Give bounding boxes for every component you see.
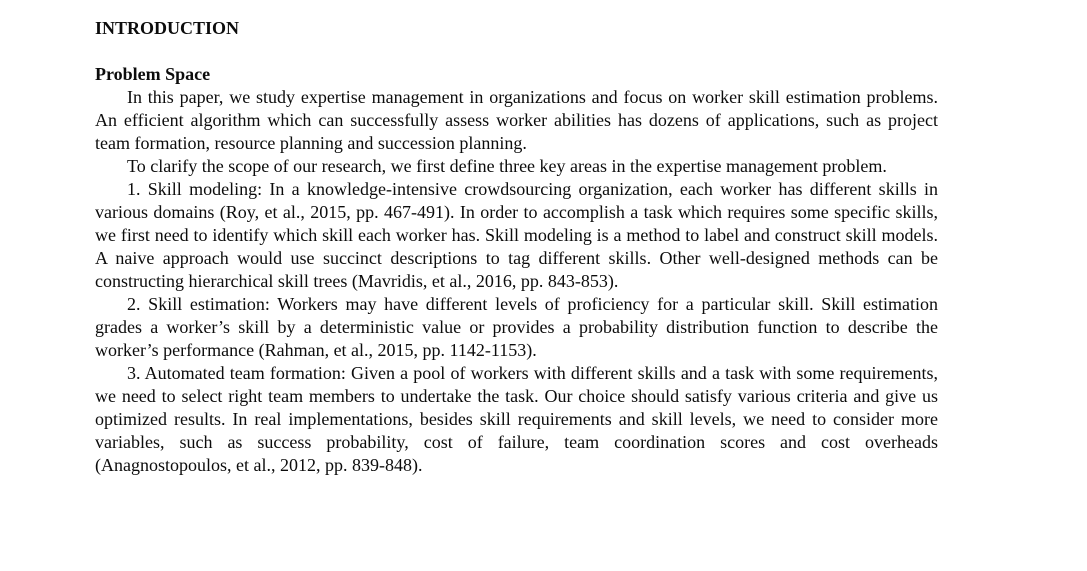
paragraph: 2. Skill estimation: Workers may have different levels of proficiency for a particular skill. Skill estimation grades a worker’s skill by a deterministic value or provides a probability distribution function to describe the worker’s performance (Rahman, et al., 2015, pp. 1142-1153). — [95, 294, 938, 360]
paragraph: To clarify the scope of our research, we first define three key areas in the expertise management problem. — [127, 156, 887, 176]
section-heading: INTRODUCTION — [95, 18, 240, 38]
paragraph: 1. Skill modeling: In a knowledge-intensive crowdsourcing organization, each worker has different skills in various domains (Roy, et al., 2015, pp. 467-491). In order to accomplish a task which requires some specific skills, we first need to identify which skill each worker has. Skill modeling is a method to label and construct skill models. A naive approach would use succinct descriptions to tag different skills. Other well-designed methods can be constructing hierarchical skill trees (Mavridis, et al., 2016, pp. 843-853). — [95, 179, 938, 291]
paragraph: In this paper, we study expertise management in organizations and focus on worker skill estimation problems. An efficient algorithm which can successfully assess worker abilities has dozens of applications, such as project team formation, resource planning and succession planning. — [95, 87, 938, 153]
subsection-heading: Problem Space — [95, 64, 211, 84]
paragraph: 3. Automated team formation: Given a pool of workers with different skills and a task with some requirements, we need to select right team members to undertake the task. Our choice should satisfy various criteria and give us optimized results. In real implementations, besides skill requirements and skill levels, we need to consider more variables, such as success probability, cost of failure, team coordination scores and cost overheads (Anagnostopoulos, et al., 2012, pp. 839-848). — [95, 363, 938, 475]
